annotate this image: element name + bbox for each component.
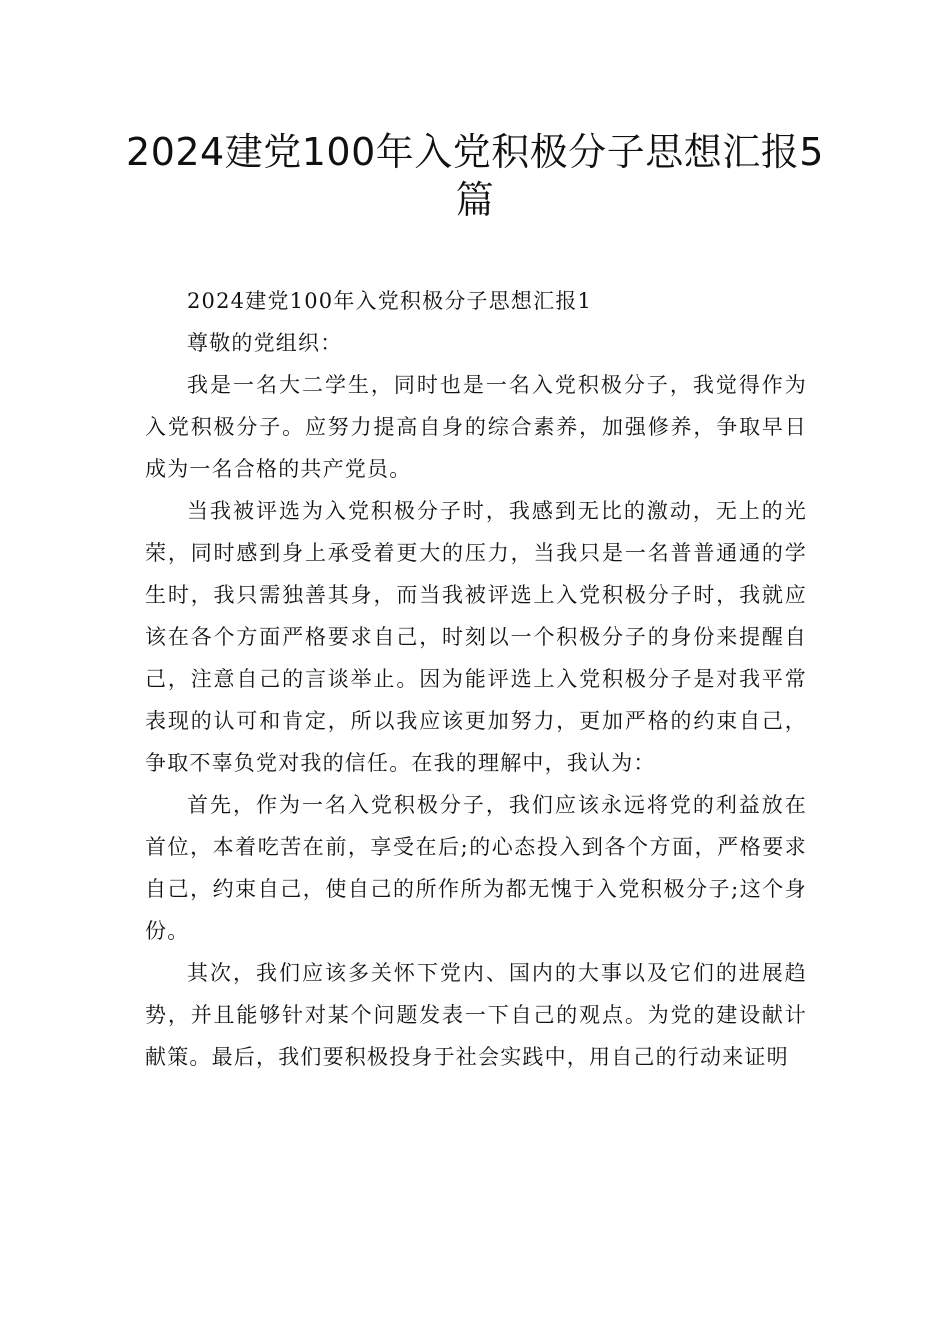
body-paragraph: 我是一名大二学生，同时也是一名入党积极分子，我觉得作为入党积极分子。应努力提高自身的综合素养，加强修养，争取早日成为一名合格的共产党员。 xyxy=(145,373,807,481)
body-paragraph: 当我被评选为入党积极分子时，我感到无比的激动，无上的光荣，同时感到身上承受着更大的压力，当我只是一名普普通通的学生时，我只需独善其身，而当我被评选上入党积极分子时，我就应该在各个方面严格要求自己，时刻以一个积极分子的身份来提醒自己，注意自己的言谈举止。因为能评选上入党积极分子是对我平常表现的认可和肯定，所以我应该更加努力，更加严格的约束自己，争取不辜负党对我的信任。在我的理解中，我认为： xyxy=(145,499,807,775)
report-heading: 2024建党100年入党积极分子思想汇报1 xyxy=(187,289,593,313)
salutation: 尊敬的党组织： xyxy=(187,331,343,355)
document-body xyxy=(145,280,807,1078)
body-paragraph: 首先，作为一名入党积极分子，我们应该永远将党的利益放在首位，本着吃苦在前，享受在后;的心态投入到各个方面，严格要求自己，约束自己，使自己的所作所为都无愧于入党积极分子;这个身份。 xyxy=(145,793,807,943)
document-title: 2024建党100年入党积极分子思想汇报5篇 xyxy=(126,130,824,222)
body-paragraph: 其次，我们应该多关怀下党内、国内的大事以及它们的进展趋势，并且能够针对某个问题发表一下自己的观点。为党的建设献计献策。最后，我们要积极投身于社会实践中，用自己的行动来证明 xyxy=(145,961,807,1069)
